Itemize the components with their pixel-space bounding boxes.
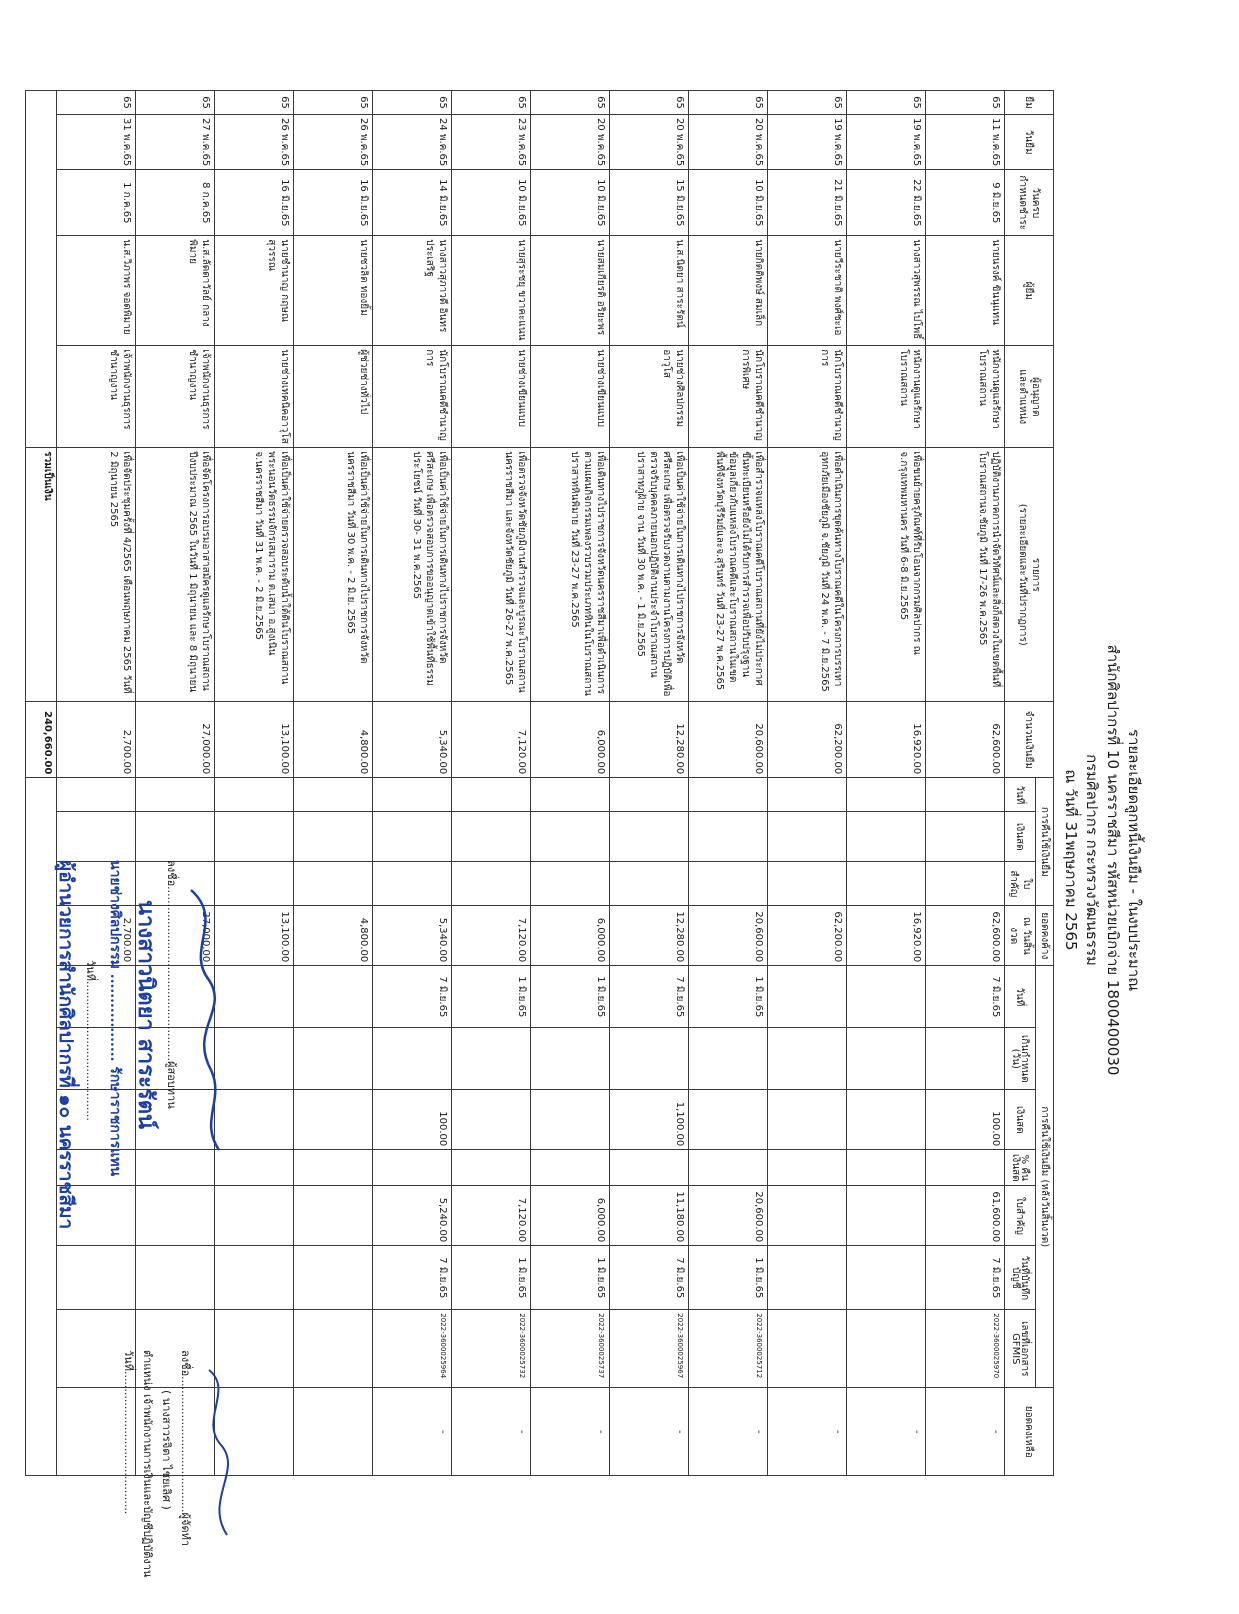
row-repay2-receipt: 6,000.00 [531, 1186, 610, 1246]
row-remaining [294, 1388, 373, 1476]
header-description-sub: (รายละเอียดและวันที่ปรากฏการ) [1017, 503, 1028, 646]
row-repay2-cash [689, 1090, 768, 1150]
header-balance-group: ยอดคงค้าง [1036, 906, 1054, 966]
row-balance: 62,600.00 [926, 906, 1005, 966]
table-row [531, 91, 610, 1476]
row-borrower: นายกิตติพงษ์ สมเล็ก [689, 236, 768, 346]
total-spacer [26, 91, 57, 448]
row-remaining: - [847, 1388, 926, 1476]
row-amount: 27,000.00 [136, 702, 215, 778]
row-repay1-receipt [294, 862, 373, 906]
reviewer-signature-scribble [181, 860, 229, 1160]
row-repay1-date [57, 778, 136, 812]
row-repay2-gfmis [294, 1310, 373, 1388]
row-approver: เจ้าพนักงานธุรการชำนาญงาน [57, 346, 136, 448]
row-repay2-receipt: 7,120.00 [452, 1186, 531, 1246]
row-borrow-date: 20 พ.ค.65 [689, 115, 768, 170]
row-remaining: - [768, 1388, 847, 1476]
row-description: เพื่อจัดประชุมครั้งที่ 4/2565 เดือนพฤษภาคม 2565 วันที่ 2 มิถุนายน 2565 [57, 448, 136, 702]
row-approver: ผู้ช่วยช่างทั่วไป [294, 346, 373, 448]
row-repay1-cash [294, 812, 373, 862]
header-repay2-pct: % คืนเงินสด [1005, 1150, 1036, 1186]
row-description: เพื่อเป็นค่าใช้จ่ายในการเดินทางไปราชการจังหวัดศรีสะเกษ เพื่อตรวจรับงวดงานตามงานโครงการปฏิบัติเพื่อตรวจรับบุคคลภายนอกปฏิบัติงานประจำโบราณสถานปราสาทภูฝ้าย จาน วันที่ 30 พ.ค. - 1 มิ.ย.2565 [610, 448, 689, 702]
row-repay2-date: 1 มิ.ย.65 [531, 966, 610, 1028]
table-row [373, 91, 452, 1476]
row-repay2-pct [768, 1150, 847, 1186]
row-borrow-date: 20 พ.ค.65 [531, 115, 610, 170]
header-due-date [1005, 170, 1054, 236]
header-repay1-group: การคืนใช้เงินยืม [1036, 778, 1054, 906]
row-due-date: 1 ก.ค.65 [57, 170, 136, 236]
row-repay2-cash: 100.00 [373, 1090, 452, 1150]
row-repay2-record-date: 1 มิ.ย.65 [452, 1246, 531, 1310]
row-borrower: นางสาวสุภาวดี อินทรประเสริฐ [373, 236, 452, 346]
header-repay2-record-date: วันที่บันทึกบัญชี [1005, 1246, 1036, 1310]
row-remaining: - [531, 1388, 610, 1476]
report-title [1060, 560, 1144, 1160]
row-due-date: 8 ก.ค.65 [136, 170, 215, 236]
preparer-sign-label: ลงชื่อ.......................................ผู้จัดทำ [179, 1350, 192, 1547]
row-balance: 5,340.00 [373, 906, 452, 966]
row-borrow-date: 23 พ.ค.65 [452, 115, 531, 170]
row-borrow-date: 19 พ.ค.65 [847, 115, 926, 170]
row-repay1-cash [531, 812, 610, 862]
row-no: 65 [610, 91, 689, 115]
row-repay2-cash [294, 1090, 373, 1150]
row-due-date: 10 มิ.ย.65 [452, 170, 531, 236]
row-repay1-cash [136, 812, 215, 862]
header-due-date-sub: กำหนดชำระ [1017, 175, 1028, 231]
table-row [689, 91, 768, 1476]
row-due-date: 14 มิ.ย.65 [373, 170, 452, 236]
row-repay2-receipt: 11,180.00 [610, 1186, 689, 1246]
row-amount: 16,920.00 [847, 702, 926, 778]
row-repay2-overdue [452, 1028, 531, 1090]
header-borrower: ผู้ยืม [1005, 236, 1054, 346]
preparer-signature-block [119, 1350, 239, 1590]
header-repay2-date: วันที่ [1005, 966, 1036, 1028]
row-repay2-gfmis: 2022-3600025712 [689, 1310, 768, 1388]
row-repay1-date [689, 778, 768, 812]
title-line-3: กรมศิลปากร กระทรวงวัฒนธรรม [1083, 754, 1101, 966]
title-line-1: รายละเอียดลูกหนี้เงินยืม - ในงบประมาณ [1125, 728, 1143, 992]
row-due-date: 9 มิ.ย.65 [926, 170, 1005, 236]
row-repay1-date [926, 778, 1005, 812]
preparer-name: ( นางสาวรจิตา ไชยเลิศ ) [160, 1390, 173, 1510]
row-borrower: น.ส.นิตยา สาระรัตน์ [610, 236, 689, 346]
row-due-date: 10 มิ.ย.65 [531, 170, 610, 236]
row-repay2-pct [294, 1150, 373, 1186]
preparer-position: ตำแหน่ง เจ้าพนักงานการเงินและบัญชีปฏิบัติงาน [141, 1350, 154, 1578]
header-repay1-receipt: ใบสำคัญ [1005, 862, 1036, 906]
row-remaining: - [373, 1388, 452, 1476]
row-balance: 13,100.00 [215, 906, 294, 966]
row-repay1-receipt [373, 862, 452, 906]
row-repay1-receipt [926, 862, 1005, 906]
row-description: เพื่อเป็นค่าใช้จ่ายตรวจสอบระดับน้ำใต้ดินโบราณสถานพระนอนวัดธรรมจักรเสมาราม ต.เสมา อ.สูงเนิน จ.นครราชสีมา วันที่ 31 พ.ค. - 2 มิ.ย.2565 [215, 448, 294, 702]
row-no: 65 [57, 91, 136, 115]
title-line-4: ณ วันที่ 31พฤษภาคม 2565 [1062, 769, 1080, 951]
row-balance: 4,800.00 [294, 906, 373, 966]
row-repay2-date: 7 มิ.ย.65 [373, 966, 452, 1028]
total-label: รวมเป็นเงิน [26, 448, 57, 702]
table-row [926, 91, 1005, 1476]
row-repay1-date [452, 778, 531, 812]
row-repay2-overdue [531, 1028, 610, 1090]
row-repay2-pct [373, 1150, 452, 1186]
row-amount: 13,100.00 [215, 702, 294, 778]
header-description-label: รายการ [1030, 557, 1041, 592]
row-repay2-date: 7 มิ.ย.65 [926, 966, 1005, 1028]
row-approver: นายช่างเขียนแบบ [452, 346, 531, 448]
row-repay2-gfmis [768, 1310, 847, 1388]
header-remaining: ยอดคงเหลือ [1005, 1388, 1054, 1476]
row-repay2-overdue [926, 1028, 1005, 1090]
row-borrower: น.ส.วิภาพร จอดพิมาย [57, 236, 136, 346]
row-repay2-pct [689, 1150, 768, 1186]
row-borrower: นายนรงค์ ขินนุแทน [926, 236, 1005, 346]
row-repay2-cash: 100.00 [926, 1090, 1005, 1150]
row-no: 65 [847, 91, 926, 115]
row-repay2-overdue [610, 1028, 689, 1090]
header-repay1-date: วันที่ [1005, 778, 1036, 812]
row-repay2-gfmis [847, 1310, 926, 1388]
row-remaining: - [610, 1388, 689, 1476]
row-repay2-record-date: 7 มิ.ย.65 [926, 1246, 1005, 1310]
row-amount: 12,280.00 [610, 702, 689, 778]
row-repay2-cash [531, 1090, 610, 1150]
row-repay1-cash [926, 812, 1005, 862]
row-due-date: 15 มิ.ย.65 [610, 170, 689, 236]
header-repay2-receipt: ใบสำคัญ [1005, 1186, 1036, 1246]
row-repay2-gfmis: 2022-3600025970 [926, 1310, 1005, 1388]
row-repay1-cash [215, 812, 294, 862]
row-repay1-cash [610, 812, 689, 862]
row-repay2-cash [847, 1090, 926, 1150]
row-amount: 2,700.00 [57, 702, 136, 778]
row-amount: 6,000.00 [531, 702, 610, 778]
row-approver: เจ้าพนักงานธุรการชำนาญงาน [136, 346, 215, 448]
row-balance: 27,000.00 [136, 906, 215, 966]
header-row-1 [1036, 91, 1054, 1476]
row-repay1-date [373, 778, 452, 812]
header-approver [1005, 346, 1054, 448]
preparer-signature-scribble [195, 1350, 239, 1570]
header-approver-label: ผู้อนุญาต [1030, 377, 1041, 417]
row-description: เพื่อสำรวจแหล่งโบราณคดีโบราณสถานที่ยังไม่ประกาศขึ้นทะเบียนหรือยังไม่ได้รับการสำรวจเพื่อปรับปรุงฐานข้อมูลเกี่ยวกับแหล่งโบราณคดีและโบราณสถานในเขตพื้นที่จังหวัดบุรีรัมย์และจ.สุรินทร์ วันที่ 23-27 พ.ค.2565 [689, 448, 768, 702]
row-repay2-date [294, 966, 373, 1028]
row-approver: นายช่างเขียนแบบ [531, 346, 610, 448]
row-amount: 5,340.00 [373, 702, 452, 778]
row-repay2-record-date [768, 1246, 847, 1310]
row-amount: 62,200.00 [768, 702, 847, 778]
row-repay2-cash: 1,100.00 [610, 1090, 689, 1150]
row-repay2-overdue [768, 1028, 847, 1090]
row-repay2-overdue [373, 1028, 452, 1090]
row-repay2-receipt: 5,240.00 [373, 1186, 452, 1246]
header-balance-sub: ณ วันสิ้นงวด [1005, 906, 1036, 966]
reviewer-stamp-name: นางสาวนิตยา สาระรัตน์ [133, 900, 159, 1130]
row-description: เพื่อเป็นค่าใช้จ่ายในการเดินทางไปราชการจังหวัดนครราชสีมา วันที่ 30 พ.ค. - 2 มิ.ย. 2565 [294, 448, 373, 702]
row-borrow-date: 26 พ.ค.65 [294, 115, 373, 170]
row-remaining: - [452, 1388, 531, 1476]
row-borrow-date: 19 พ.ค.65 [768, 115, 847, 170]
header-description [1005, 448, 1054, 702]
row-repay1-receipt [847, 862, 926, 906]
preparer-date: วันที่......................................... [122, 1350, 135, 1515]
row-borrower: นายชำนาญ กฤษณสุวรรณ [215, 236, 294, 346]
row-borrow-date: 31 พ.ค.65 [57, 115, 136, 170]
row-repay1-cash [847, 812, 926, 862]
row-amount: 4,800.00 [294, 702, 373, 778]
row-approver: นักโบราณคดีชำนาญการ [373, 346, 452, 448]
row-amount: 7,120.00 [452, 702, 531, 778]
row-repay1-date [136, 778, 215, 812]
row-repay2-receipt [768, 1186, 847, 1246]
row-repay1-receipt [768, 862, 847, 906]
row-approver: นายช่างศิลปกรรมอาวุโส [610, 346, 689, 448]
row-repay1-date [531, 778, 610, 812]
row-approver: หนักงานดูแลรักษาโบราณสถาน [926, 346, 1005, 448]
row-repay1-receipt [452, 862, 531, 906]
reviewer-sign-label: ลงชื่อ..................................................ผู้สอบทาน [165, 860, 178, 1109]
row-repay2-record-date [847, 1246, 926, 1310]
row-repay2-pct [847, 1150, 926, 1186]
row-repay2-gfmis: 2022-3600025964 [373, 1310, 452, 1388]
table-row [452, 91, 531, 1476]
row-borrow-date: 20 พ.ค.65 [610, 115, 689, 170]
row-borrow-date: 27 พ.ค.65 [136, 115, 215, 170]
header-repay1-cash: เงินสด [1005, 812, 1036, 862]
row-no: 65 [689, 91, 768, 115]
row-borrow-date: 26 พ.ค.65 [215, 115, 294, 170]
row-description: เพื่อเป็นค่าใช้จ่ายในการเดินทางไปราชการจังหวัดศรีสะเกษ เพื่อตรวจสอบการขออนุญาตเข้าใช้พื้นที่ธรรมประโยชน์ วันที่ 30- 31 พ.ค.2565 [373, 448, 452, 702]
row-repay1-date [610, 778, 689, 812]
row-borrower: นายชวลิต ทองยิ้ม [294, 236, 373, 346]
row-repay2-date: 1 มิ.ย.65 [689, 966, 768, 1028]
row-description: เพื่อจัดโครงการอบรมอาสาสมัครดูแลรักษาโบราณสถาน ปีงบประมาณ 2565 ในวันที่ 1 มิถุนายน และ 8 มิถุนายน [136, 448, 215, 702]
row-repay2-gfmis: 2022-3600025737 [531, 1310, 610, 1388]
row-approver: นักโบราณคดีชำนาญการ [768, 346, 847, 448]
table-row [294, 91, 373, 1476]
row-repay1-date [294, 778, 373, 812]
row-repay1-date [847, 778, 926, 812]
row-amount: 20,600.00 [689, 702, 768, 778]
row-no: 65 [136, 91, 215, 115]
row-due-date: 10 มิ.ย.65 [689, 170, 768, 236]
row-repay1-cash [373, 812, 452, 862]
row-repay2-cash [768, 1090, 847, 1150]
row-repay2-date [847, 966, 926, 1028]
row-repay2-receipt [847, 1186, 926, 1246]
row-borrower: นางสาวสุพรรณ ไปโพธิ์ [847, 236, 926, 346]
row-balance: 62,200.00 [768, 906, 847, 966]
row-balance: 16,920.00 [847, 906, 926, 966]
row-no: 65 [215, 91, 294, 115]
row-repay2-record-date: 1 มิ.ย.65 [531, 1246, 610, 1310]
row-no: 65 [768, 91, 847, 115]
row-balance: 20,600.00 [689, 906, 768, 966]
row-remaining: - [689, 1388, 768, 1476]
row-due-date: 16 มิ.ย.65 [294, 170, 373, 236]
header-approver-sub: และตำแหน่ง [1017, 369, 1028, 425]
row-repay2-cash [452, 1090, 531, 1150]
reviewer-stamp-office: ผู้อำนวยการสำนักศิลปากรที่ ๑๐ นครราชสีมา [55, 860, 77, 1230]
row-description: เพื่อขนย้ายครุภัณฑ์ที่รับโอนจากกรมศิลปากร ณ จ.กรุงเทพมหานคร วันที่ 6-8 มิ.ย.2565 [847, 448, 926, 702]
row-approver: นายช่างเทคนิคอาวุโส [215, 346, 294, 448]
row-repay1-receipt [610, 862, 689, 906]
header-borrow-date: วันยืม [1005, 115, 1054, 170]
row-borrower: นายวีระชาติ พงศ์ชะเอ [768, 236, 847, 346]
row-repay2-pct [531, 1150, 610, 1186]
row-borrower: นายสุระชยุ ขวาคะแนน [452, 236, 531, 346]
row-amount: 62,600.00 [926, 702, 1005, 778]
row-repay2-gfmis: 2022-3600025732 [452, 1310, 531, 1388]
row-balance: 6,000.00 [531, 906, 610, 966]
row-approver: นักโบราณคดีชำนาญการพิเศษ [689, 346, 768, 448]
reviewer-date: วันที่........................................ [84, 960, 97, 1121]
header-due-date-label: วันครบ [1030, 187, 1041, 219]
row-repay2-date: 7 มิ.ย.65 [610, 966, 689, 1028]
header-repay2-gfmis: เลขที่เอกสาร GFMIS [1005, 1310, 1036, 1388]
row-balance: 12,280.00 [610, 906, 689, 966]
row-repay1-cash [57, 812, 136, 862]
row-repay2-overdue [294, 1028, 373, 1090]
row-repay1-cash [768, 812, 847, 862]
row-due-date: 22 มิ.ย.65 [847, 170, 926, 236]
row-repay2-record-date: 7 มิ.ย.65 [373, 1246, 452, 1310]
row-approver: หนักงานดูแลรักษาโบราณสถาน [847, 346, 926, 448]
row-repay2-pct [926, 1150, 1005, 1186]
row-due-date: 16 มิ.ย.65 [215, 170, 294, 236]
header-amount: จำนวนเงินยืม [1005, 702, 1054, 778]
reviewer-signature-block [51, 860, 229, 1280]
row-remaining: - [926, 1388, 1005, 1476]
row-repay1-date [215, 778, 294, 812]
row-repay2-receipt: 20,600.00 [689, 1186, 768, 1246]
row-borrow-date: 24 พ.ค.65 [373, 115, 452, 170]
row-repay2-receipt: 61,600.00 [926, 1186, 1005, 1246]
row-repay1-receipt [531, 862, 610, 906]
row-repay2-receipt [294, 1186, 373, 1246]
row-borrow-date: 11 พ.ค.65 [926, 115, 1005, 170]
row-repay2-overdue [847, 1028, 926, 1090]
header-repay2-overdue: เกินกำหนด (วัน) [1005, 1028, 1036, 1090]
row-balance: 7,120.00 [452, 906, 531, 966]
row-repay2-date [768, 966, 847, 1028]
row-description: เพื่อเดินทางไปราชการจังหวัดนครราชสีมาเพื่อดำเนินการตามแผนกิจกรรมเพลงรวบรวมประเภทหินในโบราณสถานปราสาทหินพิมาย วันที่ 23-27 พ.ค.2565 [531, 448, 610, 702]
table-row [610, 91, 689, 1476]
row-balance: 2,700.00 [57, 906, 136, 966]
row-borrower: น.ส.ลัดดาวัลย์ กลางพิมาย [136, 236, 215, 346]
reviewer-stamp-position: นายช่างศิลปกรรม .................. รักษาราชการแทน [107, 860, 123, 1177]
row-no: 65 [373, 91, 452, 115]
row-no: 65 [531, 91, 610, 115]
row-no: 65 [452, 91, 531, 115]
title-line-2: สำนักศิลปากรที่ 10 นครราชสีมา รหัสหน่วยเบิกจ่าย 1800400030 [1104, 644, 1122, 1076]
header-repay2-cash: เงินสด [1005, 1090, 1036, 1150]
table-row [768, 91, 847, 1476]
row-repay2-record-date [294, 1246, 373, 1310]
row-description: เพื่อตรวจจังหวัดชัยภูมิงานสำรวจและบูรณะโบราณสถานนครราชสีมา และจังหวัดชัยภูมิ วันที่ 26-27 พ.ค.2565 [452, 448, 531, 702]
row-due-date: 21 มิ.ย.65 [768, 170, 847, 236]
table-row [847, 91, 926, 1476]
row-repay1-date [768, 778, 847, 812]
row-repay1-receipt [689, 862, 768, 906]
row-repay1-cash [689, 812, 768, 862]
row-borrower: นายสมเกียรติ อริยะพร [531, 236, 610, 346]
row-repay2-record-date: 1 มิ.ย.65 [689, 1246, 768, 1310]
row-no: 65 [294, 91, 373, 115]
row-repay2-pct [452, 1150, 531, 1186]
row-no: 65 [926, 91, 1005, 115]
row-repay2-date: 1 มิ.ย.65 [452, 966, 531, 1028]
header-no: ยืม [1005, 91, 1054, 115]
row-repay2-record-date: 7 มิ.ย.65 [610, 1246, 689, 1310]
row-repay2-gfmis: 2022-3600025967 [610, 1310, 689, 1388]
header-repay2-group: การคืนใช้เงินยืม (หลังวันสิ้นงวด) [1036, 966, 1054, 1388]
row-repay1-cash [452, 812, 531, 862]
row-repay2-pct [610, 1150, 689, 1186]
total-amount: 240,660.00 [26, 702, 57, 778]
row-description: เพื่อดำเนินการขุดค้นทางโบราณคดีในโครงการบรรเทาอุทกภัยเมืองชัยภูมิ จ.ชัยภูมิ วันที่ 24 พ.ค. - 7 มิ.ย.2565 [768, 448, 847, 702]
row-repay2-overdue [689, 1028, 768, 1090]
row-description: ปฏิบัติงานภาคการนำจัดวิทัศน์และสิ่งก็สดวงในเขตพื้นที่โบราณสถานจ.ชัยภูมิ วันที่ 17-26 พ.ค.2565 [926, 448, 1005, 702]
